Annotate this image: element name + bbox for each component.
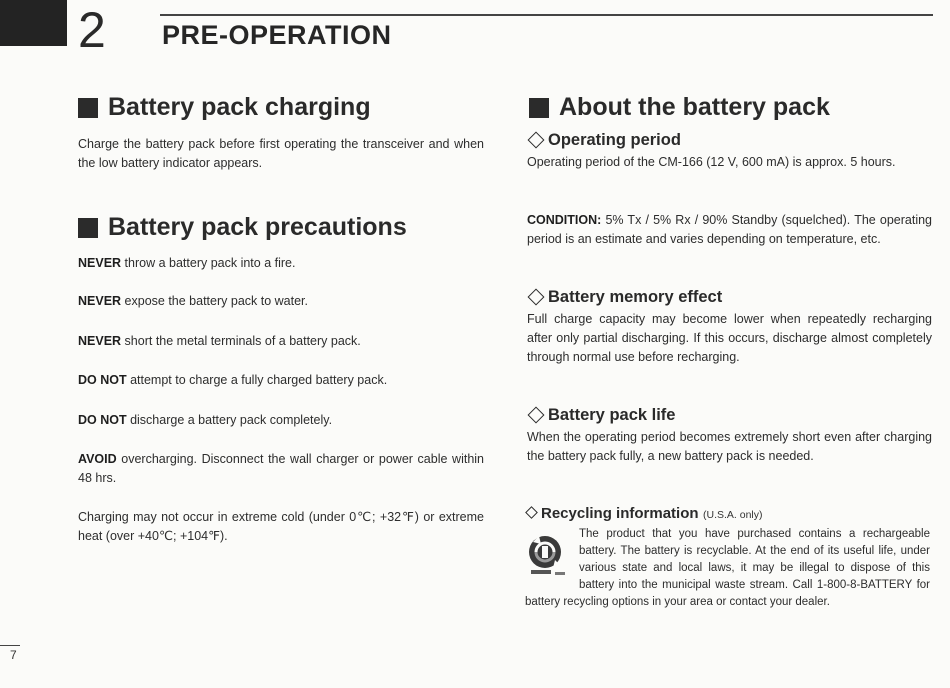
- precaution-text: overcharging. Disconnect the wall charger or power cable within 48 hrs.: [78, 452, 484, 485]
- recycling-block: [525, 526, 930, 611]
- operating-period-title: [527, 131, 681, 150]
- chapter-number: 2: [78, 2, 106, 58]
- diamond-bullet-icon: [528, 407, 545, 424]
- charging-text: Charge the battery pack before first operating the transceiver and when the low battery indicator appears.: [78, 137, 484, 170]
- recycling-text: The product that you have purchased contains a rechargeable battery. The battery is recyclable. At the end of its useful life, under various state and local laws, it may be illegal to dispose of this battery into the municipal waste stream. Call 1-800-8-BATTERY for battery recycling options in your area or contact your dealer.: [525, 528, 930, 608]
- precaution-item: [78, 411, 484, 430]
- chapter-tab-marker: [0, 0, 67, 46]
- about-battery-heading: [529, 93, 830, 122]
- battery-life-text: When the operating period becomes extremely short even after charging the battery pack fully, a new battery pack is needed.: [527, 430, 932, 463]
- precaution-text: discharge a battery pack completely.: [126, 413, 333, 427]
- about-battery-heading-text: About the battery pack: [559, 93, 830, 121]
- page-number: 7: [10, 648, 17, 662]
- recycling-scope: (U.S.A. only): [702, 509, 763, 521]
- chapter-title: PRE-OPERATION: [162, 20, 392, 50]
- operating-period-text: Operating period of the CM-166 (12 V, 600 mA) is approx. 5 hours.: [527, 155, 896, 169]
- precaution-keyword: AVOID: [78, 452, 117, 466]
- precaution-item: [78, 292, 484, 311]
- precaution-keyword: DO NOT: [78, 413, 127, 427]
- temperature-note: Charging may not occur in extreme cold (under 0℃; +32℉) or extreme heat (over +40℃; +104℉).: [78, 510, 484, 543]
- precaution-text: short the metal terminals of a battery pack.: [121, 334, 361, 348]
- precaution-item: [78, 371, 484, 390]
- memory-effect-title-text: Battery memory effect: [548, 288, 723, 306]
- header-rule: [160, 14, 933, 16]
- condition-body: 5% Tx / 5% Rx / 90% Standby (squelched). The operating period is an estimate and varies depending on temperature, etc.: [527, 213, 932, 246]
- precaution-text: throw a battery pack into a fire.: [121, 256, 296, 270]
- diamond-bullet-icon: [528, 132, 545, 149]
- section-square-icon: [529, 98, 549, 118]
- section-square-icon: [78, 218, 98, 238]
- precautions-heading: [78, 213, 407, 242]
- precaution-keyword: DO NOT: [78, 373, 127, 387]
- battery-life-title: [527, 406, 675, 425]
- charging-heading: [78, 93, 371, 122]
- recycling-title-text: Recycling information: [541, 505, 699, 522]
- precaution-text: attempt to charge a fully charged battery pack.: [126, 373, 388, 387]
- precaution-keyword: NEVER: [78, 334, 122, 348]
- precaution-item: [78, 450, 484, 488]
- condition-label: CONDITION:: [527, 213, 602, 227]
- precaution-keyword: NEVER: [78, 294, 122, 308]
- condition-text: [527, 211, 932, 249]
- precaution-item: [78, 332, 484, 351]
- precautions-heading-text: Battery pack precautions: [108, 213, 407, 241]
- battery-life-title-text: Battery pack life: [548, 406, 676, 424]
- diamond-bullet-icon: [528, 289, 545, 306]
- operating-period-title-text: Operating period: [548, 131, 681, 149]
- precaution-text: expose the battery pack to water.: [121, 294, 308, 308]
- recycling-seal-icon: [525, 530, 571, 584]
- diamond-bullet-icon: [525, 506, 538, 519]
- memory-effect-title: [527, 288, 722, 307]
- precaution-keyword: NEVER: [78, 256, 122, 270]
- charging-heading-text: Battery pack charging: [108, 93, 371, 121]
- section-square-icon: [78, 98, 98, 118]
- memory-effect-text: Full charge capacity may become lower when repeatedly recharging after only partial discharging. If this occurs, discharge almost completely through normal use before recharging.: [527, 312, 932, 364]
- recycling-title: [525, 505, 763, 523]
- footer-rule: [0, 645, 20, 646]
- precaution-item: [78, 254, 484, 273]
